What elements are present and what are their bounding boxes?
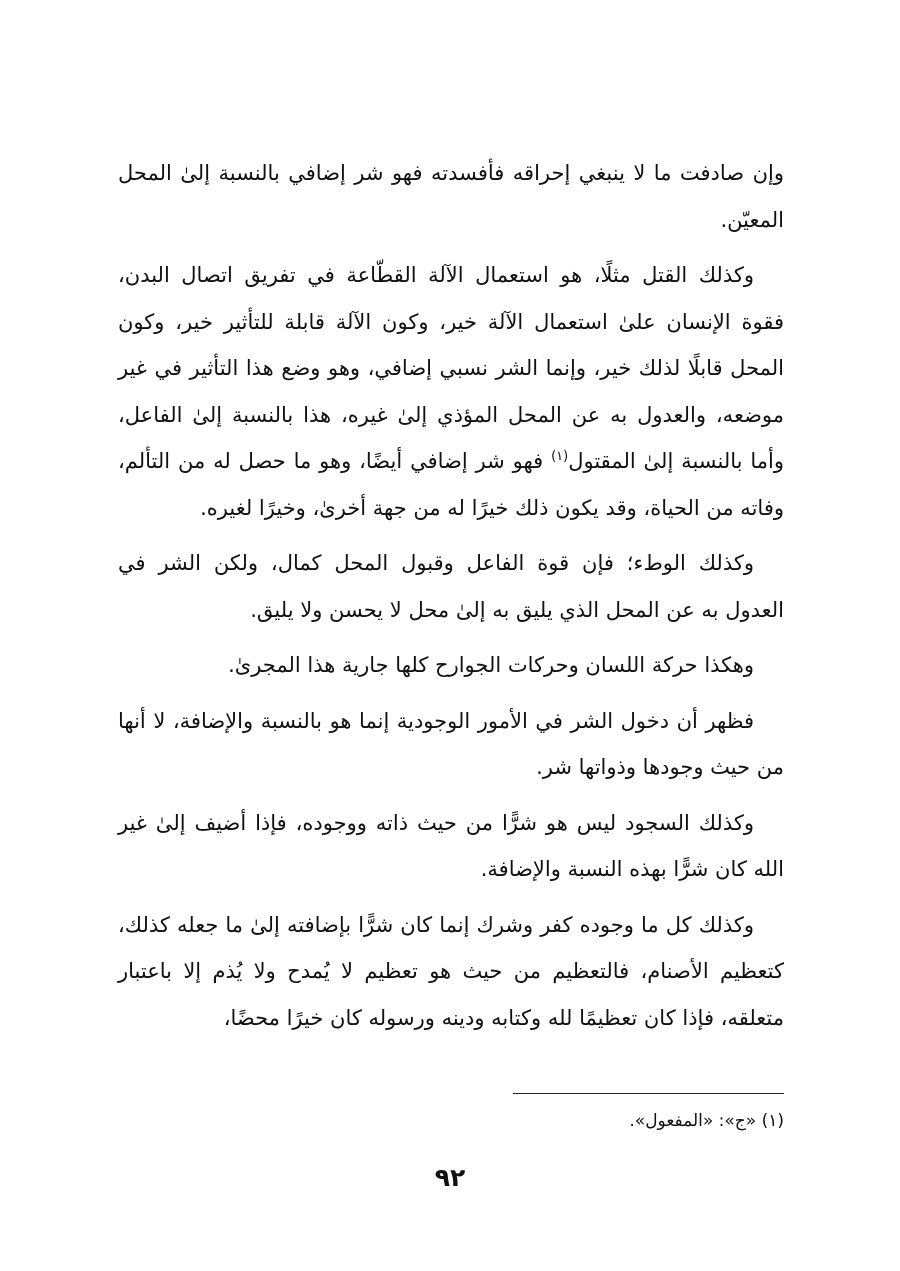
- footnote-separator: [513, 1093, 784, 1094]
- paragraph-2: [118, 252, 784, 531]
- paragraph-5: فظهر أن دخول الشر في الأمور الوجودية إنما هو بالنسبة والإضافة، لا أنها من حيث وجودها وذواتها شر.: [118, 708, 784, 779]
- footnote-reference[interactable]: (١): [551, 449, 569, 464]
- page-number: ٩٢: [434, 1163, 466, 1192]
- footnote-marker: (١): [761, 1111, 784, 1131]
- paragraph-6: وكذلك السجود ليس هو شرًّا من حيث ذاته ووجوده، فإذا أضيف إلىٰ غير الله كان شرًّا بهذه النسبة والإضافة.: [118, 810, 784, 881]
- paragraph-7: وكذلك كل ما وجوده كفر وشرك إنما كان شرًّا بإضافته إلىٰ ما جعله كذلك، كتعظيم الأصنام، فالتعظيم من حيث هو تعظيم لا يُمدح ولا يُذم إلا باعتبار متعلقه، فإذا كان تعظيمًا لله وكتابه ودينه ورسوله كان خيرًا محضًا،: [118, 912, 784, 1030]
- paragraph-1: وإن صادفت ما لا ينبغي إحراقه فأفسدته فهو شر إضافي بالنسبة إلىٰ المحل المعيّن.: [118, 161, 784, 232]
- main-text: [118, 150, 784, 1050]
- paragraph-3: وكذلك الوطء؛ فإن قوة الفاعل وقبول المحل كمال، ولكن الشر في العدول به عن المحل الذي يليق به إلىٰ محل لا يحسن ولا يليق.: [118, 551, 784, 622]
- paragraph-2-text-before: وكذلك القتل مثلًا، هو استعمال الآلة القطّاعة في تفريق اتصال البدن، فقوة الإنسان علىٰ استعمال الآلة خير، وكون الآلة قابلة للتأثير خير، وكون المحل قابلًا لذلك خير، وإنما الشر نسبي إضافي، وهو وضع هذا التأثير في غير موضعه، والعدول به عن المحل المؤذي إلىٰ غيره، هذا بالنسبة إلىٰ الفاعل، وأما بالنسبة إلىٰ المقتول: [118, 263, 784, 473]
- paragraph-2-text-after: فهو شر إضافي أيضًا، وهو ما حصل له من التألم، وفاته من الحياة، وقد يكون ذلك خيرًا له من جهة أخرىٰ، وخيرًا لغيره.: [118, 449, 784, 520]
- footnote: [400, 1106, 784, 1136]
- footnote-text: «ج»: «المفعول».: [629, 1111, 757, 1131]
- paragraph-4: وهكذا حركة اللسان وحركات الجوارح كلها جارية هذا المجرىٰ.: [228, 653, 754, 677]
